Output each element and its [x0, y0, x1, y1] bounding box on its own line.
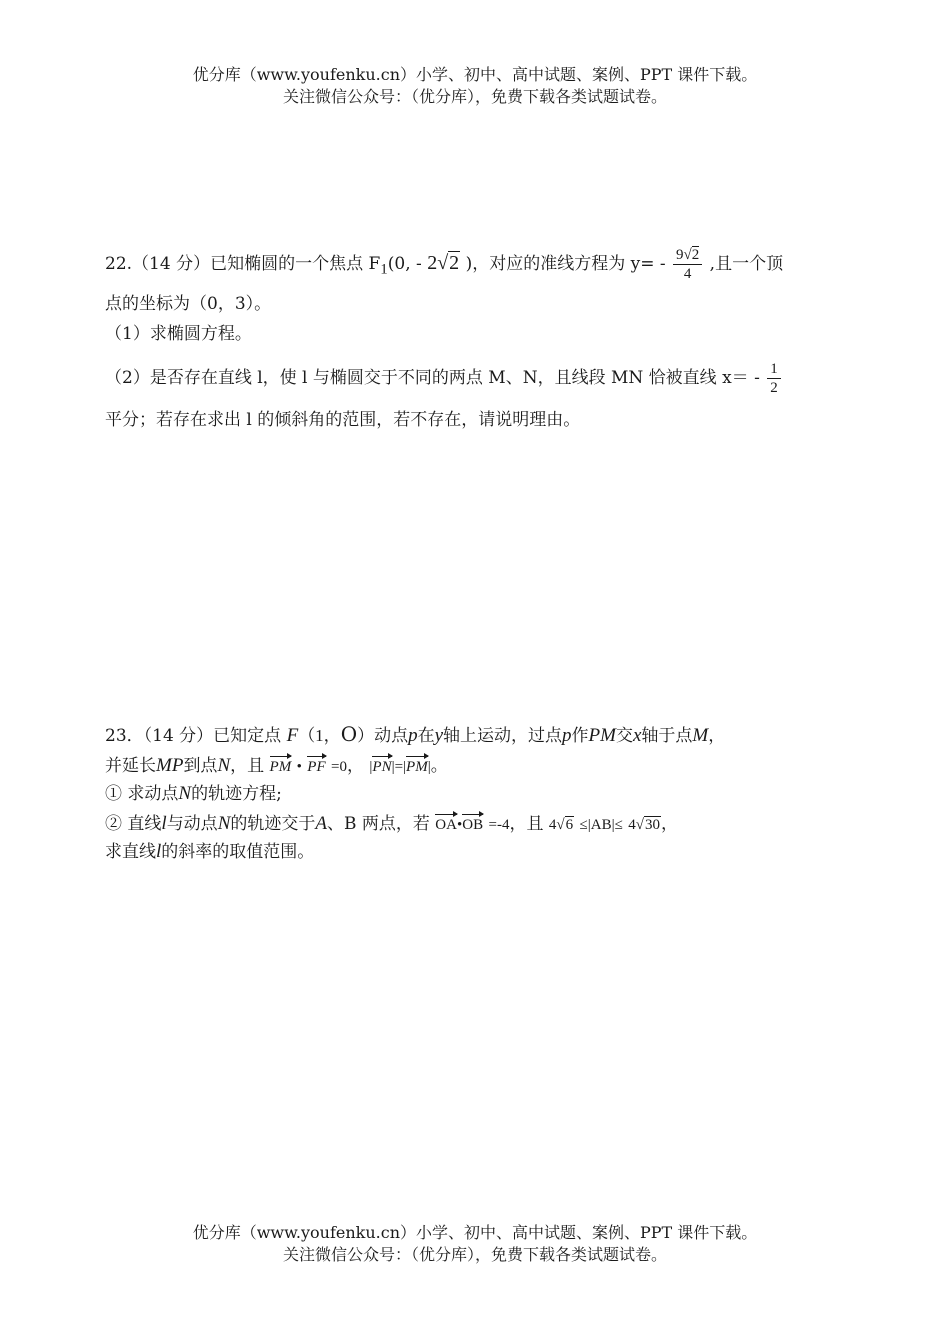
q22-line-5: 平分；若存在求出 l 的倾斜角的范围，若不存在，请说明理由。 [105, 410, 581, 430]
footer-line-2: 关注微信公众号：（优分库），免费下载各类试题试卷。 [282, 1245, 667, 1264]
vector-PF: PF [307, 755, 325, 779]
vector-PN: PN [372, 755, 391, 779]
q22-part-1: （1）求椭圆方程。 [105, 324, 252, 344]
q23-upper-bound: 4√30 [628, 817, 660, 833]
q23-lower-bound: 4√6 [548, 817, 574, 833]
vector-OA: OA [435, 813, 457, 837]
q23-line-2: 并延长MP到点N，且 PM • PF =0， |PN|=|PM|。 [105, 754, 448, 779]
header-line-2: 关注微信公众号：（优分库），免费下载各类试题试卷。 [282, 87, 667, 106]
q23-part-2: ② 直线l与动点N的轨迹交于A、B 两点，若 OA•OB =-4，且 4√6 ≤|AB|≤ 4√30， [105, 812, 678, 837]
page-footer [0, 1222, 950, 1266]
q23-line-5: 求直线l的斜率的取值范围。 [105, 841, 315, 862]
q22-half-fraction: $\frac{1}{2}$ [767, 360, 781, 397]
vector-PM-2: PM [406, 755, 428, 779]
vector-OB: OB [462, 813, 483, 837]
q23-part-1: ① 求动点N的轨迹方程; [105, 783, 282, 804]
header-line-1: 优分库（www.youfenku.cn）小学、初中、高中试题、案例、PPT 课件下载。 [192, 65, 758, 84]
page-header [0, 64, 950, 108]
q22-line-1: 22.（14 分）已知椭圆的一个焦点 $F_1(0$, - 2√2 )，对应的准线方程为 y= - $\frac{9√2}{4}$ ,且一个顶 [105, 247, 784, 282]
q22-line-2: 点的坐标为（0，3）。 [105, 294, 272, 314]
q22-directrix-fraction: $\frac{9√2}{4}$ [673, 246, 702, 283]
vector-PM: PM [270, 755, 292, 779]
footer-line-1: 优分库（www.youfenku.cn）小学、初中、高中试题、案例、PPT 课件下载。 [192, 1223, 758, 1242]
q22-part-2: （2）是否存在直线 l，使 l 与椭圆交于不同的两点 M、N，且线段 MN 恰被直线 x＝ - $\frac{1}{2}$ [105, 360, 783, 397]
q22-focus-root: 2√2 [427, 252, 460, 274]
q23-line-1: 23．（14 分）已知定点 F（1，O）动点p在y轴上运动，过点p作PM交x轴于点M， [105, 722, 726, 746]
